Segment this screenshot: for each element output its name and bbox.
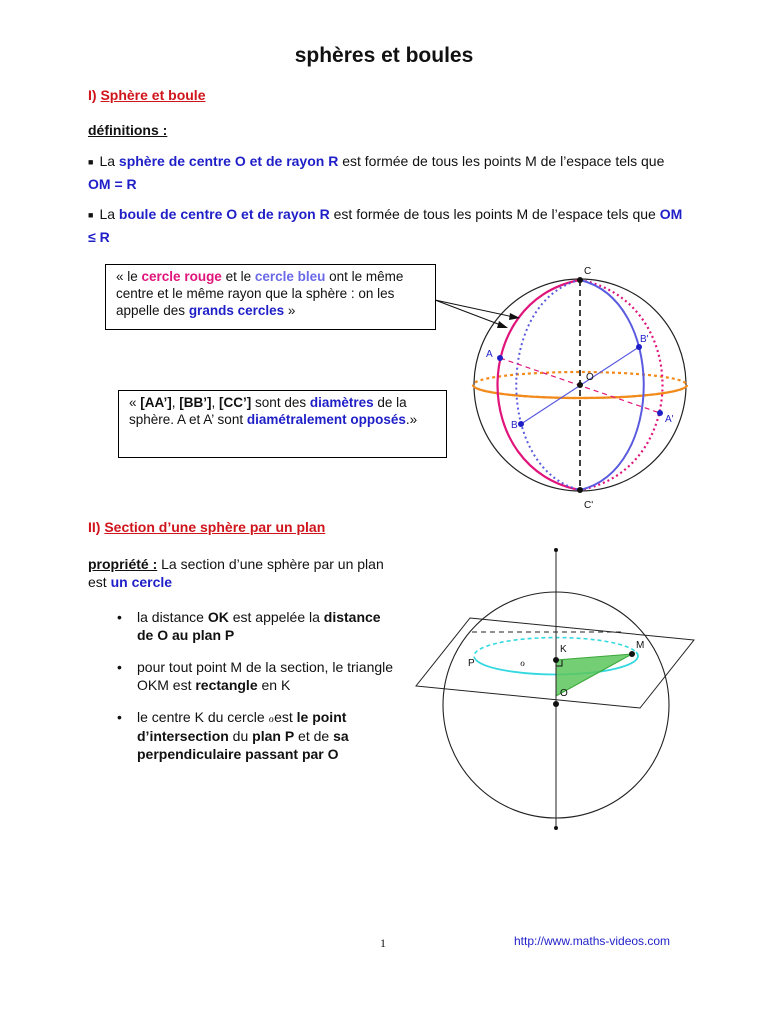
list-item bbox=[115, 658, 395, 694]
section-1-title: Sphère et boule bbox=[100, 87, 206, 103]
box2-diam-opp: diamétralement opposés bbox=[246, 412, 406, 427]
bullet-icon: • bbox=[117, 609, 122, 625]
item-text: en K bbox=[257, 677, 291, 693]
diameters-note bbox=[118, 390, 447, 458]
item-text: la distance bbox=[137, 609, 208, 625]
list-item bbox=[115, 608, 395, 644]
label-o: O bbox=[560, 688, 568, 699]
item-text: est bbox=[274, 709, 297, 725]
def2-pre: La bbox=[99, 206, 119, 222]
def2-post: est formée de tous les points M de l’espace tels que bbox=[329, 206, 660, 222]
great-circles-note bbox=[105, 264, 436, 330]
item-bold: plan P bbox=[252, 728, 295, 744]
red-circle-back bbox=[580, 280, 663, 490]
blue-circle-back bbox=[516, 280, 580, 490]
bullet-icon: • bbox=[117, 709, 122, 725]
point-k bbox=[553, 657, 559, 663]
item-text: est appelée la bbox=[228, 609, 324, 625]
label-b-prime: B' bbox=[640, 334, 649, 345]
list-item bbox=[115, 708, 395, 763]
box1-blue-circle: cercle bleu bbox=[254, 269, 326, 284]
property-text: La section d’une sphère par un plan est bbox=[88, 556, 384, 590]
item-bold: sa perpendiculaire passant par O bbox=[137, 728, 349, 762]
property-label: propriété : bbox=[88, 556, 158, 572]
label-circle-symbol: ℴ bbox=[520, 657, 526, 669]
page-title: sphères et boules bbox=[294, 44, 474, 67]
section-2-number: II) bbox=[88, 519, 101, 535]
bullet-square-icon: ■ bbox=[88, 157, 94, 167]
property-highlight: un cercle bbox=[110, 574, 173, 590]
blue-circle-front bbox=[580, 280, 644, 490]
item-bold: rectangle bbox=[195, 677, 258, 693]
point-c bbox=[577, 277, 583, 283]
box1-red-circle: cercle rouge bbox=[141, 269, 222, 284]
item-text: pour tout point M de la section, le triangle OKM est bbox=[137, 659, 394, 693]
definitions-label: définitions : bbox=[88, 122, 168, 138]
item-bold: le point d’intersection bbox=[137, 709, 347, 744]
point-b bbox=[518, 421, 524, 427]
label-c: C bbox=[584, 266, 592, 277]
sphere-great-circles-figure bbox=[430, 258, 720, 520]
box2-comma1: , bbox=[171, 395, 180, 410]
footer-link[interactable]: http://www.maths-videos.com bbox=[514, 934, 671, 948]
label-b: B bbox=[511, 420, 518, 431]
section-2-heading bbox=[88, 519, 325, 535]
point-m bbox=[629, 651, 635, 657]
def1-post: est formée de tous les points M de l’espace tels que bbox=[338, 153, 665, 169]
item-bold: distance de O au plan P bbox=[137, 609, 381, 643]
definition-sphere bbox=[88, 151, 688, 195]
item-text: du bbox=[228, 728, 253, 744]
box2-cc: [CC’] bbox=[219, 395, 252, 410]
box1-and: et le bbox=[221, 269, 255, 284]
label-k: K bbox=[560, 644, 567, 655]
bullet-square-icon: ■ bbox=[88, 210, 94, 220]
box2-mid2: de la sphère. A et A’ sont bbox=[129, 395, 407, 427]
page-number: 1 bbox=[380, 936, 386, 950]
box2-diametres: diamètres bbox=[309, 395, 374, 410]
section-2-title: Section d’une sphère par un plan bbox=[104, 519, 326, 535]
definition-boule bbox=[88, 204, 688, 248]
line-end-top bbox=[554, 548, 558, 552]
box1-open: « le bbox=[116, 269, 142, 284]
def2-highlight: boule de centre O et de rayon R bbox=[118, 206, 330, 222]
box1-rest: ont le même centre et le même rayon que la sphère : on les appelle des bbox=[116, 269, 404, 318]
label-p: P bbox=[468, 658, 475, 669]
point-a-prime bbox=[657, 410, 663, 416]
point-a bbox=[497, 355, 503, 361]
box2-bb: [BB’] bbox=[179, 395, 212, 410]
label-m: M bbox=[636, 640, 645, 651]
bullet-icon: • bbox=[117, 659, 122, 675]
item-bold: OK bbox=[207, 609, 229, 625]
section-1-number: I) bbox=[88, 87, 97, 103]
def1-highlight: sphère de centre O et de rayon R bbox=[118, 153, 339, 169]
label-o: O bbox=[586, 372, 594, 383]
box2-close: .» bbox=[405, 412, 418, 427]
line-end-bottom bbox=[554, 826, 558, 830]
sphere-section-figure bbox=[410, 545, 700, 830]
point-o bbox=[553, 701, 559, 707]
point-c-prime bbox=[577, 487, 583, 493]
box2-open: « bbox=[129, 395, 141, 410]
arrowhead-icon bbox=[497, 321, 508, 328]
property-list bbox=[115, 608, 395, 777]
box1-great-circles: grands cercles bbox=[188, 303, 285, 318]
def1-formula: OM = R bbox=[88, 176, 137, 192]
label-a: A bbox=[486, 349, 493, 360]
point-o bbox=[577, 382, 583, 388]
circle-symbol: ℴ bbox=[268, 711, 275, 725]
box2-comma2: , bbox=[211, 395, 220, 410]
box1-close: » bbox=[284, 303, 296, 318]
def2-formula: OM ≤ R bbox=[88, 206, 683, 245]
item-text: et de bbox=[294, 728, 334, 744]
box2-aa: [AA’] bbox=[140, 395, 172, 410]
property-statement bbox=[88, 555, 388, 591]
box2-mid: sont des bbox=[251, 395, 310, 410]
red-circle-front bbox=[498, 280, 581, 490]
label-c-prime: C' bbox=[584, 500, 594, 511]
def1-pre: La bbox=[99, 153, 119, 169]
item-text: le centre K du cercle bbox=[137, 709, 269, 725]
label-a-prime: A' bbox=[665, 414, 674, 425]
section-1-heading bbox=[88, 87, 205, 103]
